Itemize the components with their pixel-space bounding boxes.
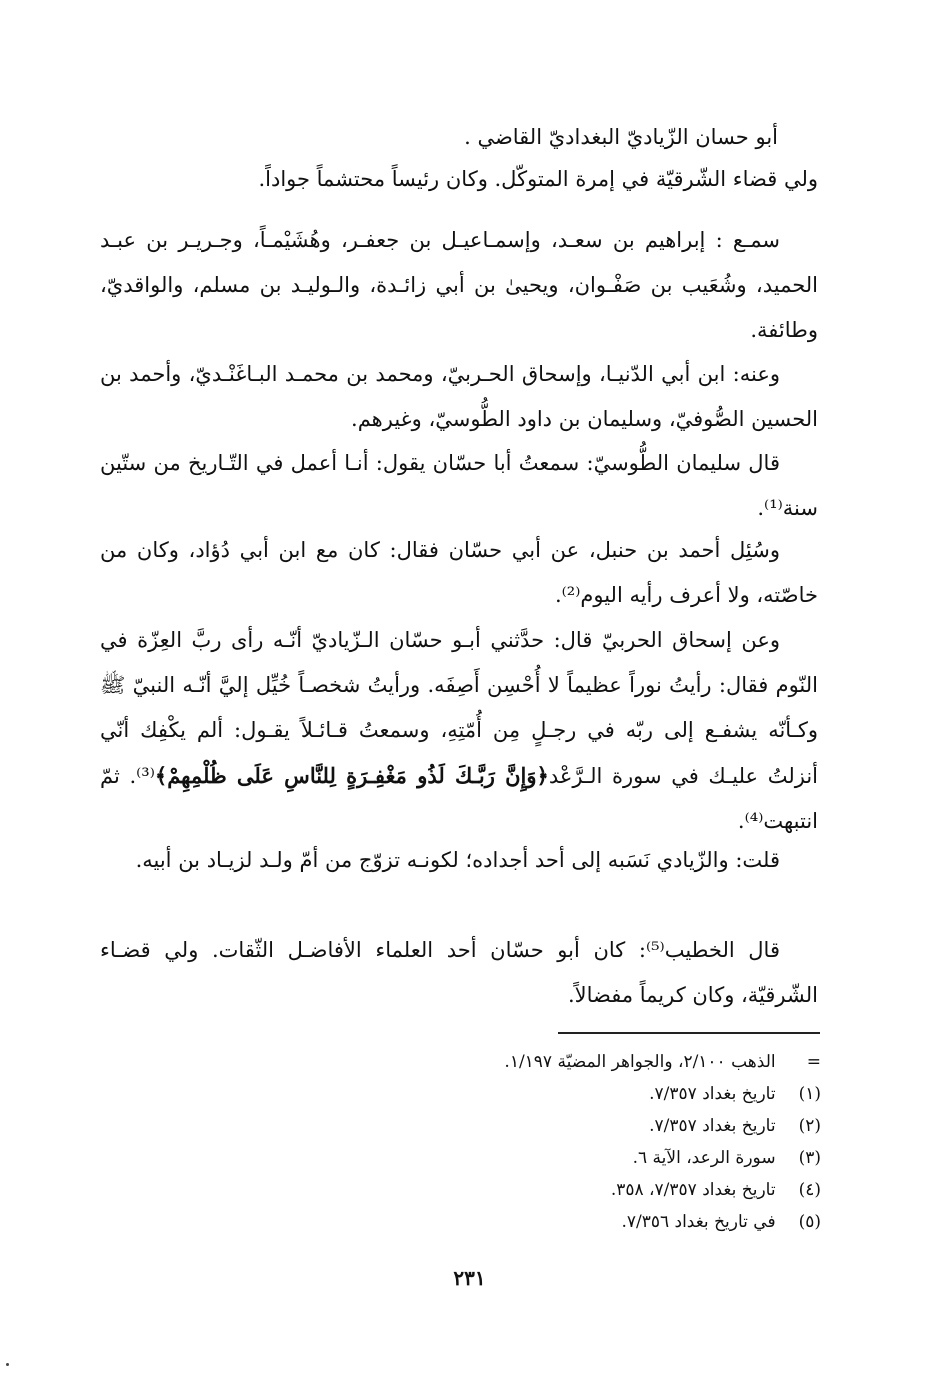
footnote-text: سورة الرعد، الآية ٦. (632, 1148, 776, 1168)
paragraph-text: قلت: والزّيادي نَسَبه إلى أحد أجداده؛ لكونـه تزوّج من أمّ ولـد لزيـاد بن أبيه. (135, 848, 780, 872)
footnote-item (321, 1078, 821, 1110)
paragraph-tusi-quote (100, 441, 818, 531)
footnote-marker: (٢) (798, 1116, 821, 1136)
paragraph-text: قال سليمان الطُّوسيّ: سمعتُ أبا حسّان يقول: أنـا أعمل في التّـاريخ من ستّين سنة⁽¹⁾. (100, 451, 818, 520)
footnote-text: في تاريخ بغداد ٧/٣٥٦. (621, 1212, 776, 1232)
heading-line-office: ولي قضاء الشّرقيّة في إمرة المتوكّل. وكان رئيساً محتشماً جواداً. (258, 167, 818, 191)
paragraph-text (100, 618, 818, 844)
paragraph-lineage-note (100, 838, 818, 883)
footnote-text: تاريخ بغداد ٧/٣٥٧. (649, 1116, 776, 1136)
footnote-text: تاريخ بغداد ٧/٣٥٧. (649, 1084, 776, 1104)
scan-speck (6, 1363, 9, 1366)
footnote-marker: (٤) (798, 1180, 821, 1200)
paragraph-text: وعنه: ابن أبي الدّنيـا، وإسحاق الحـربيّ، ومحمد بن محمـد البـاغَنْـديّ، وأحمد بن الحسين الصُّوفيّ، وسليمان بن داود الطُّوسيّ، وغيرهم. (100, 362, 818, 431)
footnote-item (321, 1174, 821, 1206)
paragraph-dream (100, 618, 818, 844)
footnote-text: تاريخ بغداد ٧/٣٥٧، ٣٥٨. (610, 1180, 776, 1200)
page-number: ٢٣١ (453, 1266, 486, 1290)
footnote-item (321, 1046, 821, 1078)
heading-line-name: أبو حسان الزّياديّ البغداديّ القاضي . (464, 125, 778, 149)
paragraph-students (100, 352, 818, 442)
paragraph-khatib-quote (100, 928, 818, 1018)
footnote-marker: (٥) (798, 1212, 821, 1232)
footnote-item (321, 1110, 821, 1142)
footnote-marker: (١) (798, 1084, 821, 1104)
dream-ending: ⁽³⁾. ثمّ انتبهت⁽⁴⁾. (100, 764, 818, 833)
footnote-text: الذهب ٢/١٠٠، والجواهر المضيّة ١/١٩٧. (504, 1052, 776, 1072)
footnote-marker: (٣) (798, 1148, 821, 1168)
quran-verse: ﴿وَإِنَّ رَبَّـكَ لَذُو مَغْفِـرَةٍ لِلنَّاسِ عَلَى ظُلْمِهِمْ﴾ (154, 763, 549, 788)
paragraph-teachers (100, 218, 818, 353)
footnote-item (321, 1142, 821, 1174)
footnote-item (321, 1206, 821, 1238)
paragraph-text: سمـع : إبراهيم بن سعـد، وإسمـاعيـل بن جعفـر، وهُشَيْمـاً، وجـريـر بن عبـد الحميد، وشُعَيب بن صَفْـوان، ويحيىٰ بن أبي زائـدة، والـوليـد بن مسلم، والواقديّ، وطائفة. (100, 228, 818, 342)
footnote-marker: = (806, 1052, 821, 1072)
footnote-divider (558, 1032, 820, 1034)
paragraph-ahmad-quote (100, 528, 818, 618)
footnotes-list (321, 1046, 821, 1238)
entry-heading (118, 116, 818, 200)
paragraph-text: وسُئِل أحمد بن حنبل، عن أبي حسّان فقال: كان مع ابن أبي دُؤاد، وكان من خاصّته، ولا أعرف رأيه اليوم⁽²⁾. (100, 538, 818, 607)
dream-narration: وعن إسحاق الحربيّ قال: حدَّثني أبـو حسّان الـزّياديّ أنّـه رأى ربَّ العِزّة في النّوم فقال: رأيتُ نوراً عظيماً لا أُحْسِن أَصِفَه. ورأيتُ شخصـاً خُيِّل إليَّ أنّـه النبيّ ﷺ وكـأنّه يشفـع إلى ربّه في رجـلٍ مِن أُمّتِهِ، وسمعتُ قـائـلاً يقـول: ألم يكْفِك أنّي أنزلتُ عليـك في سورة الـرَّعْد (100, 628, 818, 788)
paragraph-text: قال الخطيب⁽⁵⁾: كان أبو حسّان أحد العلماء الأفاضـل الثّقات. ولي قضـاء الشّرقيّة، وكان كريماً مفضالاً. (100, 938, 818, 1007)
